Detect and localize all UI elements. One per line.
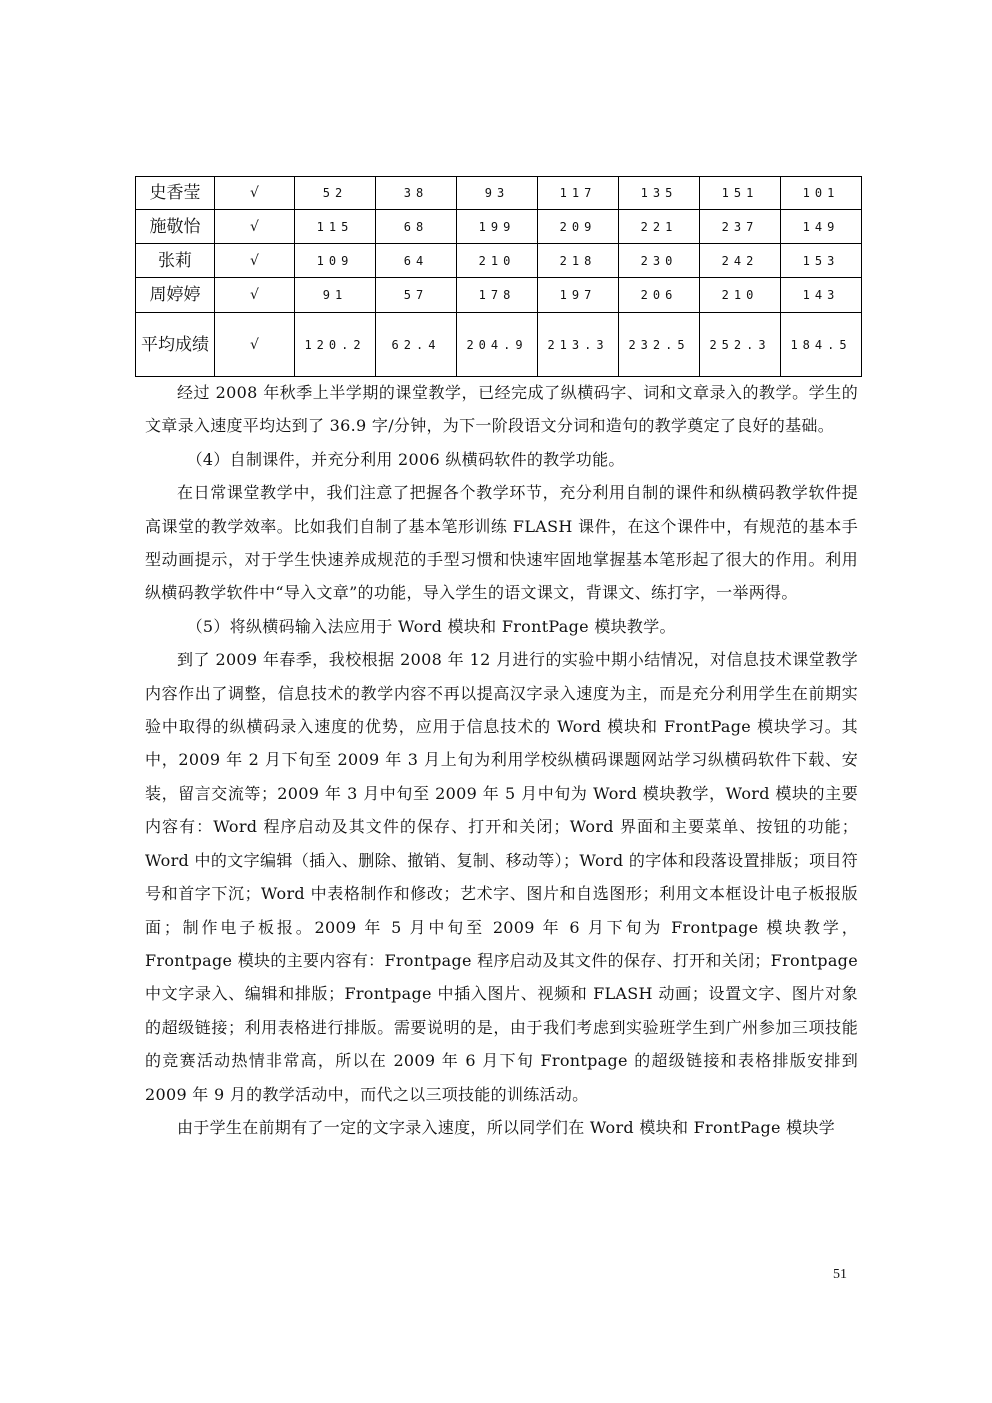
check-mark-cell: √ bbox=[215, 278, 295, 313]
score-cell: 64 bbox=[376, 244, 457, 278]
score-cell: 109 bbox=[295, 244, 376, 278]
student-name-cell: 平均成绩 bbox=[136, 313, 215, 377]
check-mark-cell: √ bbox=[215, 210, 295, 244]
score-cell: 213.3 bbox=[538, 313, 619, 377]
score-cell: 149 bbox=[781, 210, 862, 244]
score-cell: 197 bbox=[538, 278, 619, 313]
score-cell: 153 bbox=[781, 244, 862, 278]
check-mark-cell: √ bbox=[215, 313, 295, 377]
score-cell: 237 bbox=[700, 210, 781, 244]
score-cell: 184.5 bbox=[781, 313, 862, 377]
score-cell: 38 bbox=[376, 177, 457, 210]
score-cell: 57 bbox=[376, 278, 457, 313]
student-name-cell: 张莉 bbox=[136, 244, 215, 278]
score-cell: 178 bbox=[457, 278, 538, 313]
score-cell: 221 bbox=[619, 210, 700, 244]
score-cell: 68 bbox=[376, 210, 457, 244]
score-cell: 204.9 bbox=[457, 313, 538, 377]
score-cell: 199 bbox=[457, 210, 538, 244]
score-table bbox=[135, 176, 862, 377]
paragraph-heading: （4）自制课件，并充分利用 2006 纵横码软件的教学功能。 bbox=[186, 449, 625, 469]
paragraph: 在日常课堂教学中，我们注意了把握各个教学环节，充分利用自制的课件和纵横码教学软件提高课堂的教学效率。比如我们自制了基本笔形训练 FLASH 课件，在这个课件中，有规范的基本手型动画提示，对于学生快速养成规范的手型习惯和快速牢固地掌握基本笔形起了很大的作用。利用纵横码教学软件中“导入文章”的功能，导入学生的语文课文，背课文、练打字，一举两得。 bbox=[145, 483, 858, 603]
paragraph-heading: （5）将纵横码输入法应用于 Word 模块和 FrontPage 模块教学。 bbox=[186, 616, 676, 636]
check-mark-cell: √ bbox=[215, 177, 295, 210]
student-name-cell: 施敬怡 bbox=[136, 210, 215, 244]
score-cell: 232.5 bbox=[619, 313, 700, 377]
score-cell: 115 bbox=[295, 210, 376, 244]
score-cell: 93 bbox=[457, 177, 538, 210]
score-cell: 230 bbox=[619, 244, 700, 278]
check-mark-cell: √ bbox=[215, 244, 295, 278]
score-cell: 151 bbox=[700, 177, 781, 210]
table-row bbox=[136, 210, 862, 244]
paragraph: 到了 2009 年春季，我校根据 2008 年 12 月进行的实验中期小结情况，对信息技术课堂教学内容作出了调整，信息技术的教学内容不再以提高汉字录入速度为主，而是充分利用学生在前期实验中取得的纵横码录入速度的优势，应用于信息技术的 Word 模块和 FrontPage 模块学习。其中，2009 年 2 月下旬至 2009 年 3 月上旬为利用学校纵横码课题网站学习纵横码软件下载、安装，留言交流等；2009 年 3 月中旬至 2009 年 5 月中旬为 Word 模块教学，Word 模块的主要内容有：Word 程序启动及其文件的保存、打开和关闭；Word 界面和主要菜单、按钮的功能；Word 中的文字编辑（插入、删除、撤销、复制、移动等）；Word 的字体和段落设置排版；项目符号和首字下沉；Word 中表格制作和修改；艺术字、图片和自选图形；利用文本框设计电子板报版面；制作电子板报。2009 年 5 月中旬至 2009 年 6 月下旬为 Frontpage 模块教学，Frontpage 模块的主要内容有：Frontpage 程序启动及其文件的保存、打开和关闭；Frontpage 中文字录入、编辑和排版；Frontpage 中插入图片、视频和 FLASH 动画；设置文字、图片对象的超级链接；利用表格进行排版。需要说明的是，由于我们考虑到实验班学生到广州参加三项技能的竞赛活动热情非常高，所以在 2009 年 6 月下旬 Frontpage 的超级链接和表格排版安排到 2009 年 9 月的教学活动中，而代之以三项技能的训练活动。 bbox=[145, 650, 858, 1104]
paragraph: 由于学生在前期有了一定的文字录入速度，所以同学们在 Word 模块和 FrontPage 模块学 bbox=[177, 1117, 836, 1137]
student-name-cell: 史香莹 bbox=[136, 177, 215, 210]
score-cell: 117 bbox=[538, 177, 619, 210]
score-cell: 252.3 bbox=[700, 313, 781, 377]
score-cell: 52 bbox=[295, 177, 376, 210]
table-row bbox=[136, 313, 862, 377]
student-name-cell: 周婷婷 bbox=[136, 278, 215, 313]
score-cell: 101 bbox=[781, 177, 862, 210]
table-row bbox=[136, 244, 862, 278]
score-cell: 91 bbox=[295, 278, 376, 313]
score-cell: 120.2 bbox=[295, 313, 376, 377]
table-row bbox=[136, 177, 862, 210]
page-number: 51 bbox=[833, 1267, 847, 1282]
table-body bbox=[136, 177, 862, 377]
score-cell: 143 bbox=[781, 278, 862, 313]
score-cell: 210 bbox=[700, 278, 781, 313]
score-cell: 62.4 bbox=[376, 313, 457, 377]
score-cell: 209 bbox=[538, 210, 619, 244]
paragraph: 经过 2008 年秋季上半学期的课堂教学，已经完成了纵横码字、词和文章录入的教学。学生的文章录入速度平均达到了 36.9 字/分钟，为下一阶段语文分词和造句的教学奠定了良好的基础。 bbox=[145, 383, 858, 436]
table-row bbox=[136, 278, 862, 313]
body-text bbox=[145, 376, 858, 1144]
score-cell: 210 bbox=[457, 244, 538, 278]
score-cell: 242 bbox=[700, 244, 781, 278]
score-cell: 206 bbox=[619, 278, 700, 313]
score-cell: 135 bbox=[619, 177, 700, 210]
score-cell: 218 bbox=[538, 244, 619, 278]
